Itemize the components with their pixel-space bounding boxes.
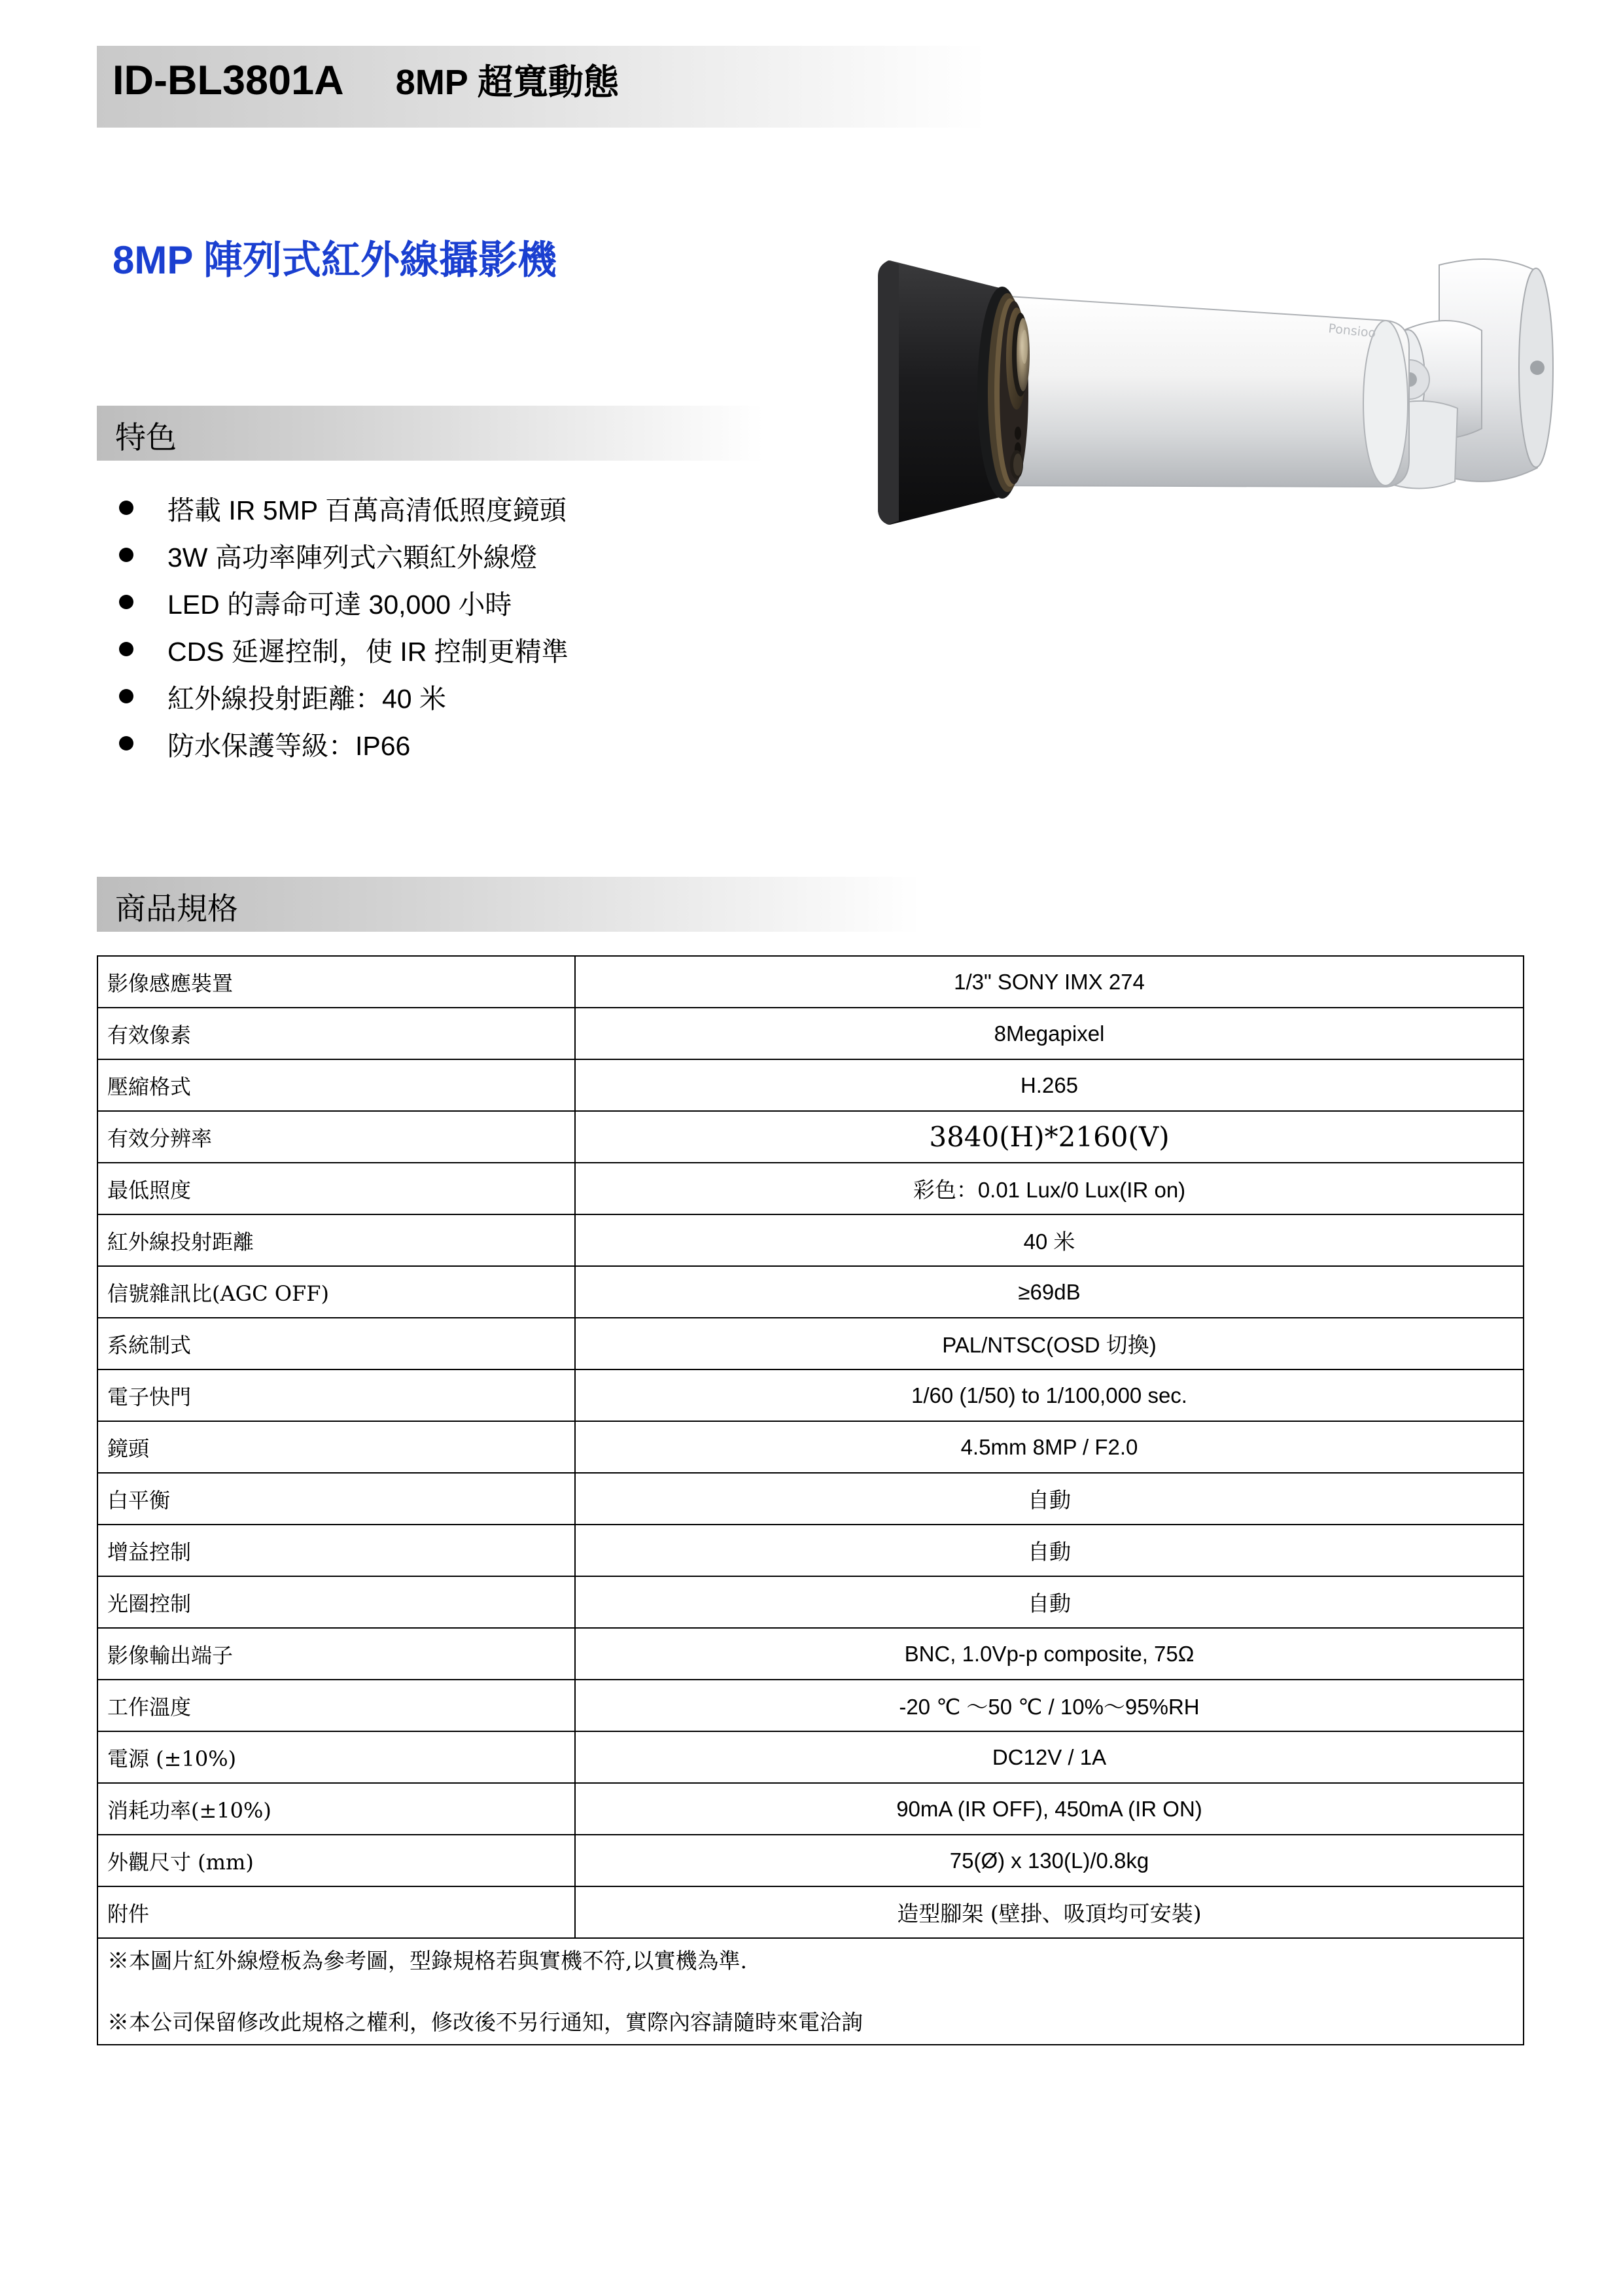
table-row — [97, 1111, 1524, 1163]
table-row — [97, 1214, 1524, 1266]
spec-key: 白平衡 — [97, 1473, 575, 1525]
table-row — [97, 1008, 1524, 1059]
list-item — [113, 626, 898, 673]
table-row — [97, 1266, 1524, 1318]
list-item — [113, 673, 898, 720]
model-number-text: ID-BL3801A — [113, 58, 343, 103]
spec-section-heading — [97, 877, 921, 932]
note-text: ※本公司保留修改此規格之權利，修改後不另行通知，實際內容請隨時來電洽詢 — [107, 2009, 863, 2035]
spec-table — [97, 955, 1524, 2045]
bullet-icon — [119, 595, 133, 609]
spec-key: 最低照度 — [97, 1163, 575, 1214]
bullet-icon — [119, 689, 133, 703]
table-row — [97, 1680, 1524, 1731]
features-list — [113, 484, 898, 767]
spec-value: ≥69dB — [575, 1266, 1524, 1318]
page-title: 8MP 陣列式紅外線攝影機 — [113, 238, 557, 282]
svg-text:Ponsioo: Ponsioo — [1327, 321, 1377, 341]
spec-value: H.265 — [575, 1059, 1524, 1111]
spec-value: BNC, 1.0Vp-p composite, 75Ω — [575, 1628, 1524, 1680]
feature-text: 紅外線投射距離：40 米 — [167, 683, 446, 714]
bullet-icon — [119, 501, 133, 515]
spec-key: 消耗功率(±10%) — [97, 1783, 575, 1835]
note-spacer — [107, 1983, 1514, 2000]
feature-text: 防水保護等級：IP66 — [167, 730, 411, 761]
spec-key: 附件 — [97, 1886, 575, 1938]
spec-value: 90mA (IR OFF), 450mA (IR ON) — [575, 1783, 1524, 1835]
spec-value: -20 ℃ ～50 ℃ / 10%～95%RH — [575, 1680, 1524, 1731]
table-row — [97, 1576, 1524, 1628]
note-text: ※本圖片紅外線燈板為參考圖，型錄規格若與實機不符,以實機為準. — [107, 1948, 747, 1973]
table-row — [97, 956, 1524, 1008]
spec-value: DC12V / 1A — [575, 1731, 1524, 1783]
table-row — [97, 1886, 1524, 1938]
spec-value: 8Megapixel — [575, 1008, 1524, 1059]
spec-value: 自動 — [575, 1525, 1524, 1576]
bullet-icon — [119, 736, 133, 751]
spec-value: 40 米 — [575, 1214, 1524, 1266]
spec-key: 影像感應裝置 — [97, 956, 575, 1008]
spec-value: 3840(H)*2160(V) — [575, 1111, 1524, 1163]
spec-key: 鏡頭 — [97, 1421, 575, 1473]
spec-value: 75(Ø) x 130(L)/0.8kg — [575, 1835, 1524, 1886]
spec-heading-label: 商品規格 — [115, 891, 238, 926]
table-row — [97, 1783, 1524, 1835]
notes-cell — [97, 1938, 1524, 2045]
table-row — [97, 1525, 1524, 1576]
spec-key: 電源 (±10%) — [97, 1731, 575, 1783]
spec-value: PAL/NTSC(OSD 切換) — [575, 1318, 1524, 1369]
spec-value: 1/60 (1/50) to 1/100,000 sec. — [575, 1369, 1524, 1421]
spec-key: 增益控制 — [97, 1525, 575, 1576]
table-row-notes — [97, 1938, 1524, 2045]
spec-key: 有效像素 — [97, 1008, 575, 1059]
spec-key: 有效分辨率 — [97, 1111, 575, 1163]
spec-value: 自動 — [575, 1576, 1524, 1628]
spec-value: 4.5mm 8MP / F2.0 — [575, 1421, 1524, 1473]
list-item — [113, 531, 898, 578]
table-row — [97, 1369, 1524, 1421]
feature-text: 3W 高功率陣列式六顆紅外線燈 — [167, 542, 537, 573]
product-photo — [811, 190, 1590, 595]
bullet-icon — [119, 642, 133, 656]
feature-text: LED 的壽命可達 30,000 小時 — [167, 589, 512, 620]
spec-key: 光圈控制 — [97, 1576, 575, 1628]
spec-value: 造型腳架 (壁掛、吸頂均可安裝) — [575, 1886, 1524, 1938]
table-row — [97, 1731, 1524, 1783]
spec-key: 壓縮格式 — [97, 1059, 575, 1111]
list-item — [113, 484, 898, 531]
features-section-heading — [97, 406, 764, 461]
list-item — [113, 720, 898, 767]
table-row — [97, 1835, 1524, 1886]
feature-text: CDS 延遲控制，使 IR 控制更精準 — [167, 636, 568, 667]
bullet-camera-illustration — [811, 190, 1590, 595]
model-number-suffix: 8MP 超寬動態 — [395, 63, 619, 102]
table-row — [97, 1421, 1524, 1473]
spec-key: 影像輸出端子 — [97, 1628, 575, 1680]
spec-key: 紅外線投射距離 — [97, 1214, 575, 1266]
spec-key: 工作溫度 — [97, 1680, 575, 1731]
spec-value: 自動 — [575, 1473, 1524, 1525]
table-row — [97, 1059, 1524, 1111]
spec-key: 信號雜訊比(AGC OFF) — [97, 1266, 575, 1318]
spec-value: 彩色：0.01 Lux/0 Lux(IR on) — [575, 1163, 1524, 1214]
spec-value: 1/3" SONY IMX 274 — [575, 956, 1524, 1008]
bullet-icon — [119, 548, 133, 562]
table-row — [97, 1628, 1524, 1680]
table-row — [97, 1473, 1524, 1525]
feature-text: 搭載 IR 5MP 百萬高清低照度鏡頭 — [167, 495, 567, 525]
spec-key: 外觀尺寸 (mm) — [97, 1835, 575, 1886]
spec-key: 系統制式 — [97, 1318, 575, 1369]
table-row — [97, 1318, 1524, 1369]
list-item — [113, 578, 898, 626]
spec-key: 電子快門 — [97, 1369, 575, 1421]
table-row — [97, 1163, 1524, 1214]
features-heading-label: 特色 — [115, 420, 177, 455]
model-number — [113, 60, 619, 101]
